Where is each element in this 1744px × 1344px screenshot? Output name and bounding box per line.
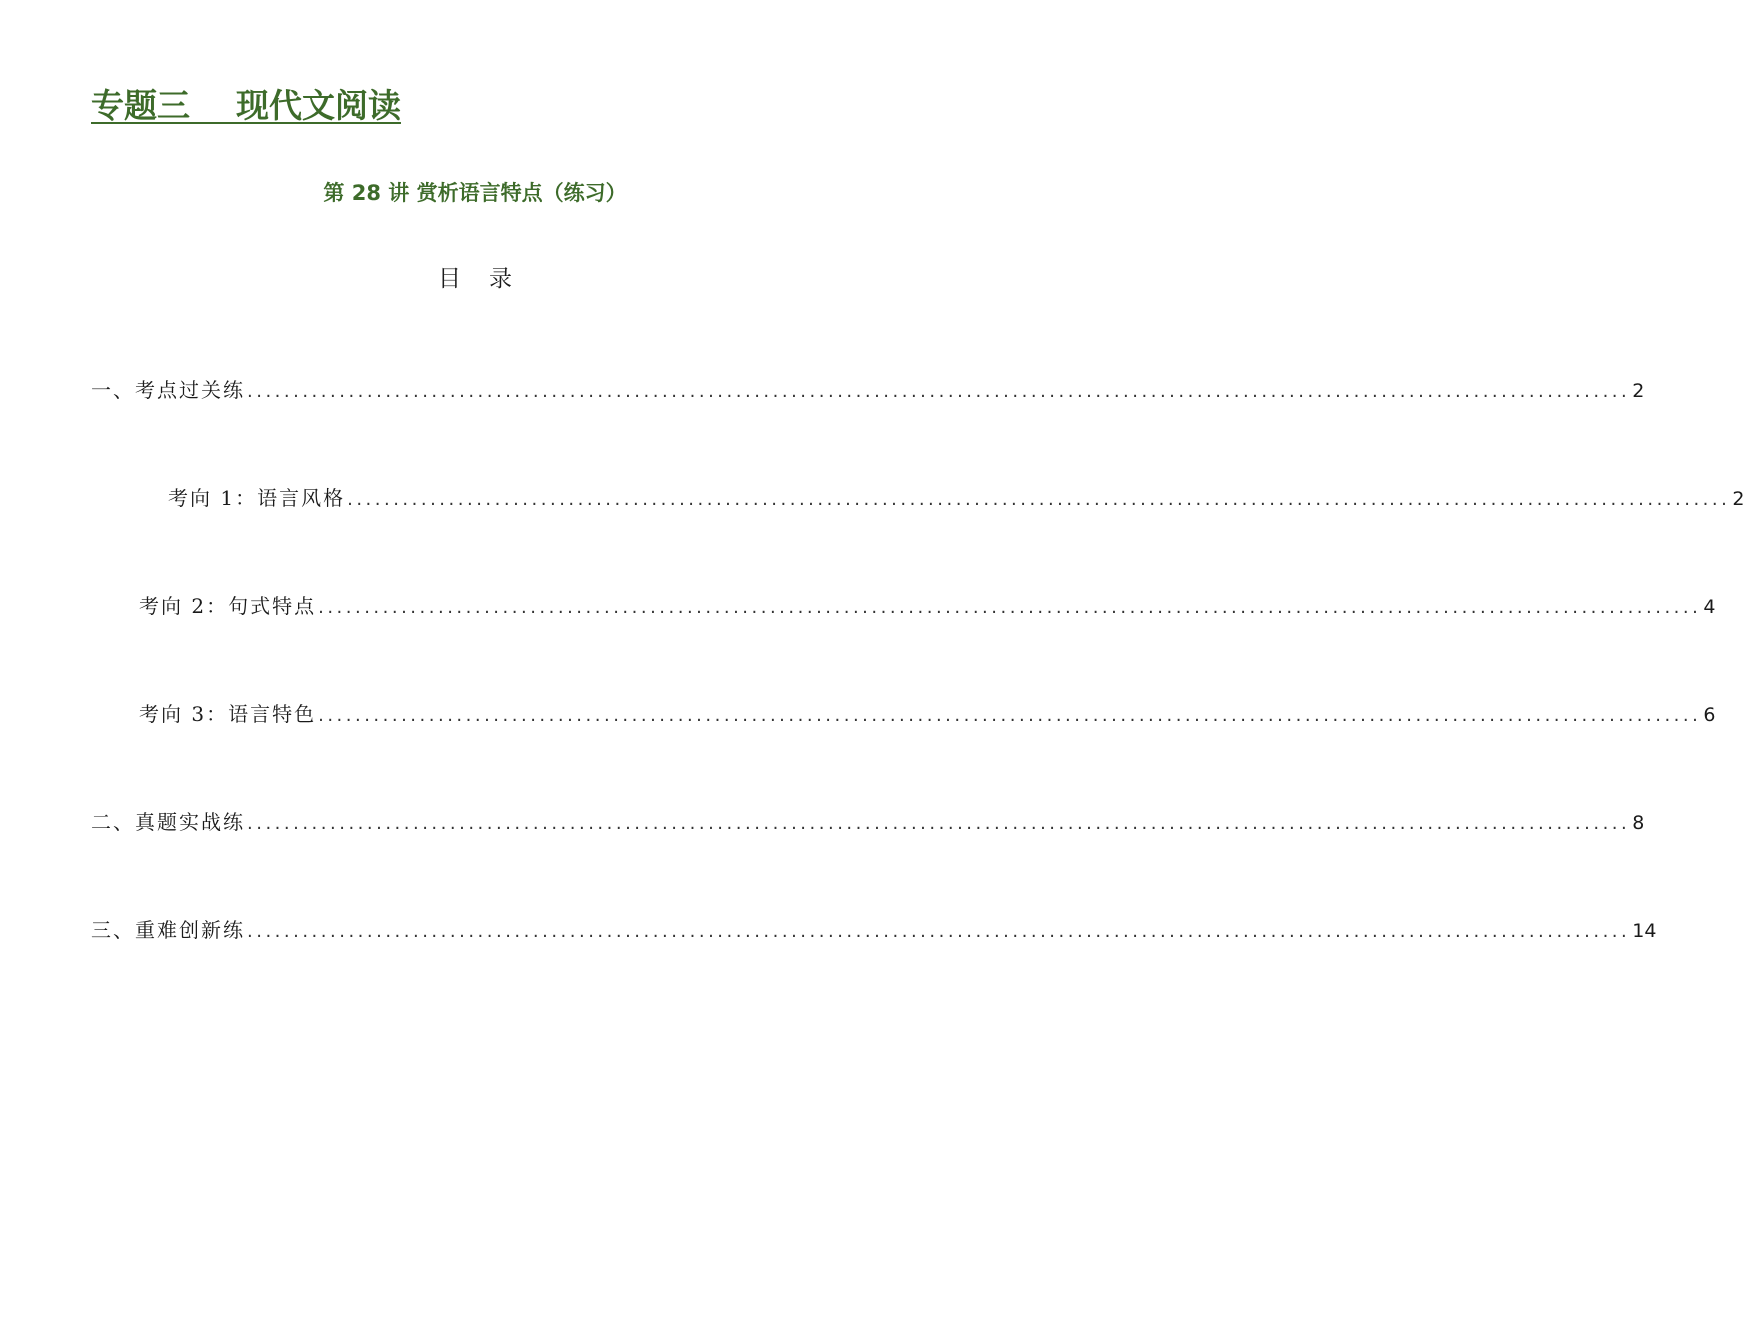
toc-page-number: 14 xyxy=(1632,920,1657,942)
toc-entry-label: 二、真题实战练 xyxy=(91,810,245,834)
toc-page-number: 2 xyxy=(1632,380,1645,402)
toc-leader-dots: ...................................................................................................................................................... xyxy=(247,921,1631,942)
lecture-title: 第 28 讲 赏析语言特点（练习） xyxy=(323,181,627,205)
toc-entry-kaoxiang-3[interactable] xyxy=(139,699,1716,729)
toc-page-number: 8 xyxy=(1632,812,1645,834)
toc-entry-kaoxiang-1[interactable] xyxy=(168,483,1744,513)
toc-leader-dots: ...................................................................................................................................................... xyxy=(247,813,1631,834)
toc-leader-dots: ...................................................................................................................................................... xyxy=(318,705,1702,726)
toc-leader-dots: ...................................................................................................................................................... xyxy=(247,381,1631,402)
toc-entry-label: 一、考点过关练 xyxy=(91,378,245,402)
toc-page-number: 6 xyxy=(1703,704,1716,726)
toc-entry-label: 考向 1：语言风格 xyxy=(168,486,346,510)
toc-entry-kaoxiang-2[interactable] xyxy=(139,591,1716,621)
toc-leader-dots: ...................................................................................................................................................... xyxy=(347,489,1731,510)
toc-page-number: 4 xyxy=(1703,596,1716,618)
toc-entry-label: 考向 2：句式特点 xyxy=(139,594,317,618)
toc-entry-chuangxin[interactable] xyxy=(91,915,1657,945)
toc-leader-dots: ...................................................................................................................................................... xyxy=(318,597,1702,618)
toc-entry-kaodian[interactable] xyxy=(91,375,1645,405)
toc-entry-zhenti[interactable] xyxy=(91,807,1645,837)
toc-entry-label: 三、重难创新练 xyxy=(91,918,245,942)
toc-heading: 目录 xyxy=(438,266,540,292)
toc-page-number: 2 xyxy=(1732,488,1744,510)
toc-entry-label: 考向 3：语言特色 xyxy=(139,702,317,726)
page-title: 专题三 现代文阅读 xyxy=(91,86,401,125)
